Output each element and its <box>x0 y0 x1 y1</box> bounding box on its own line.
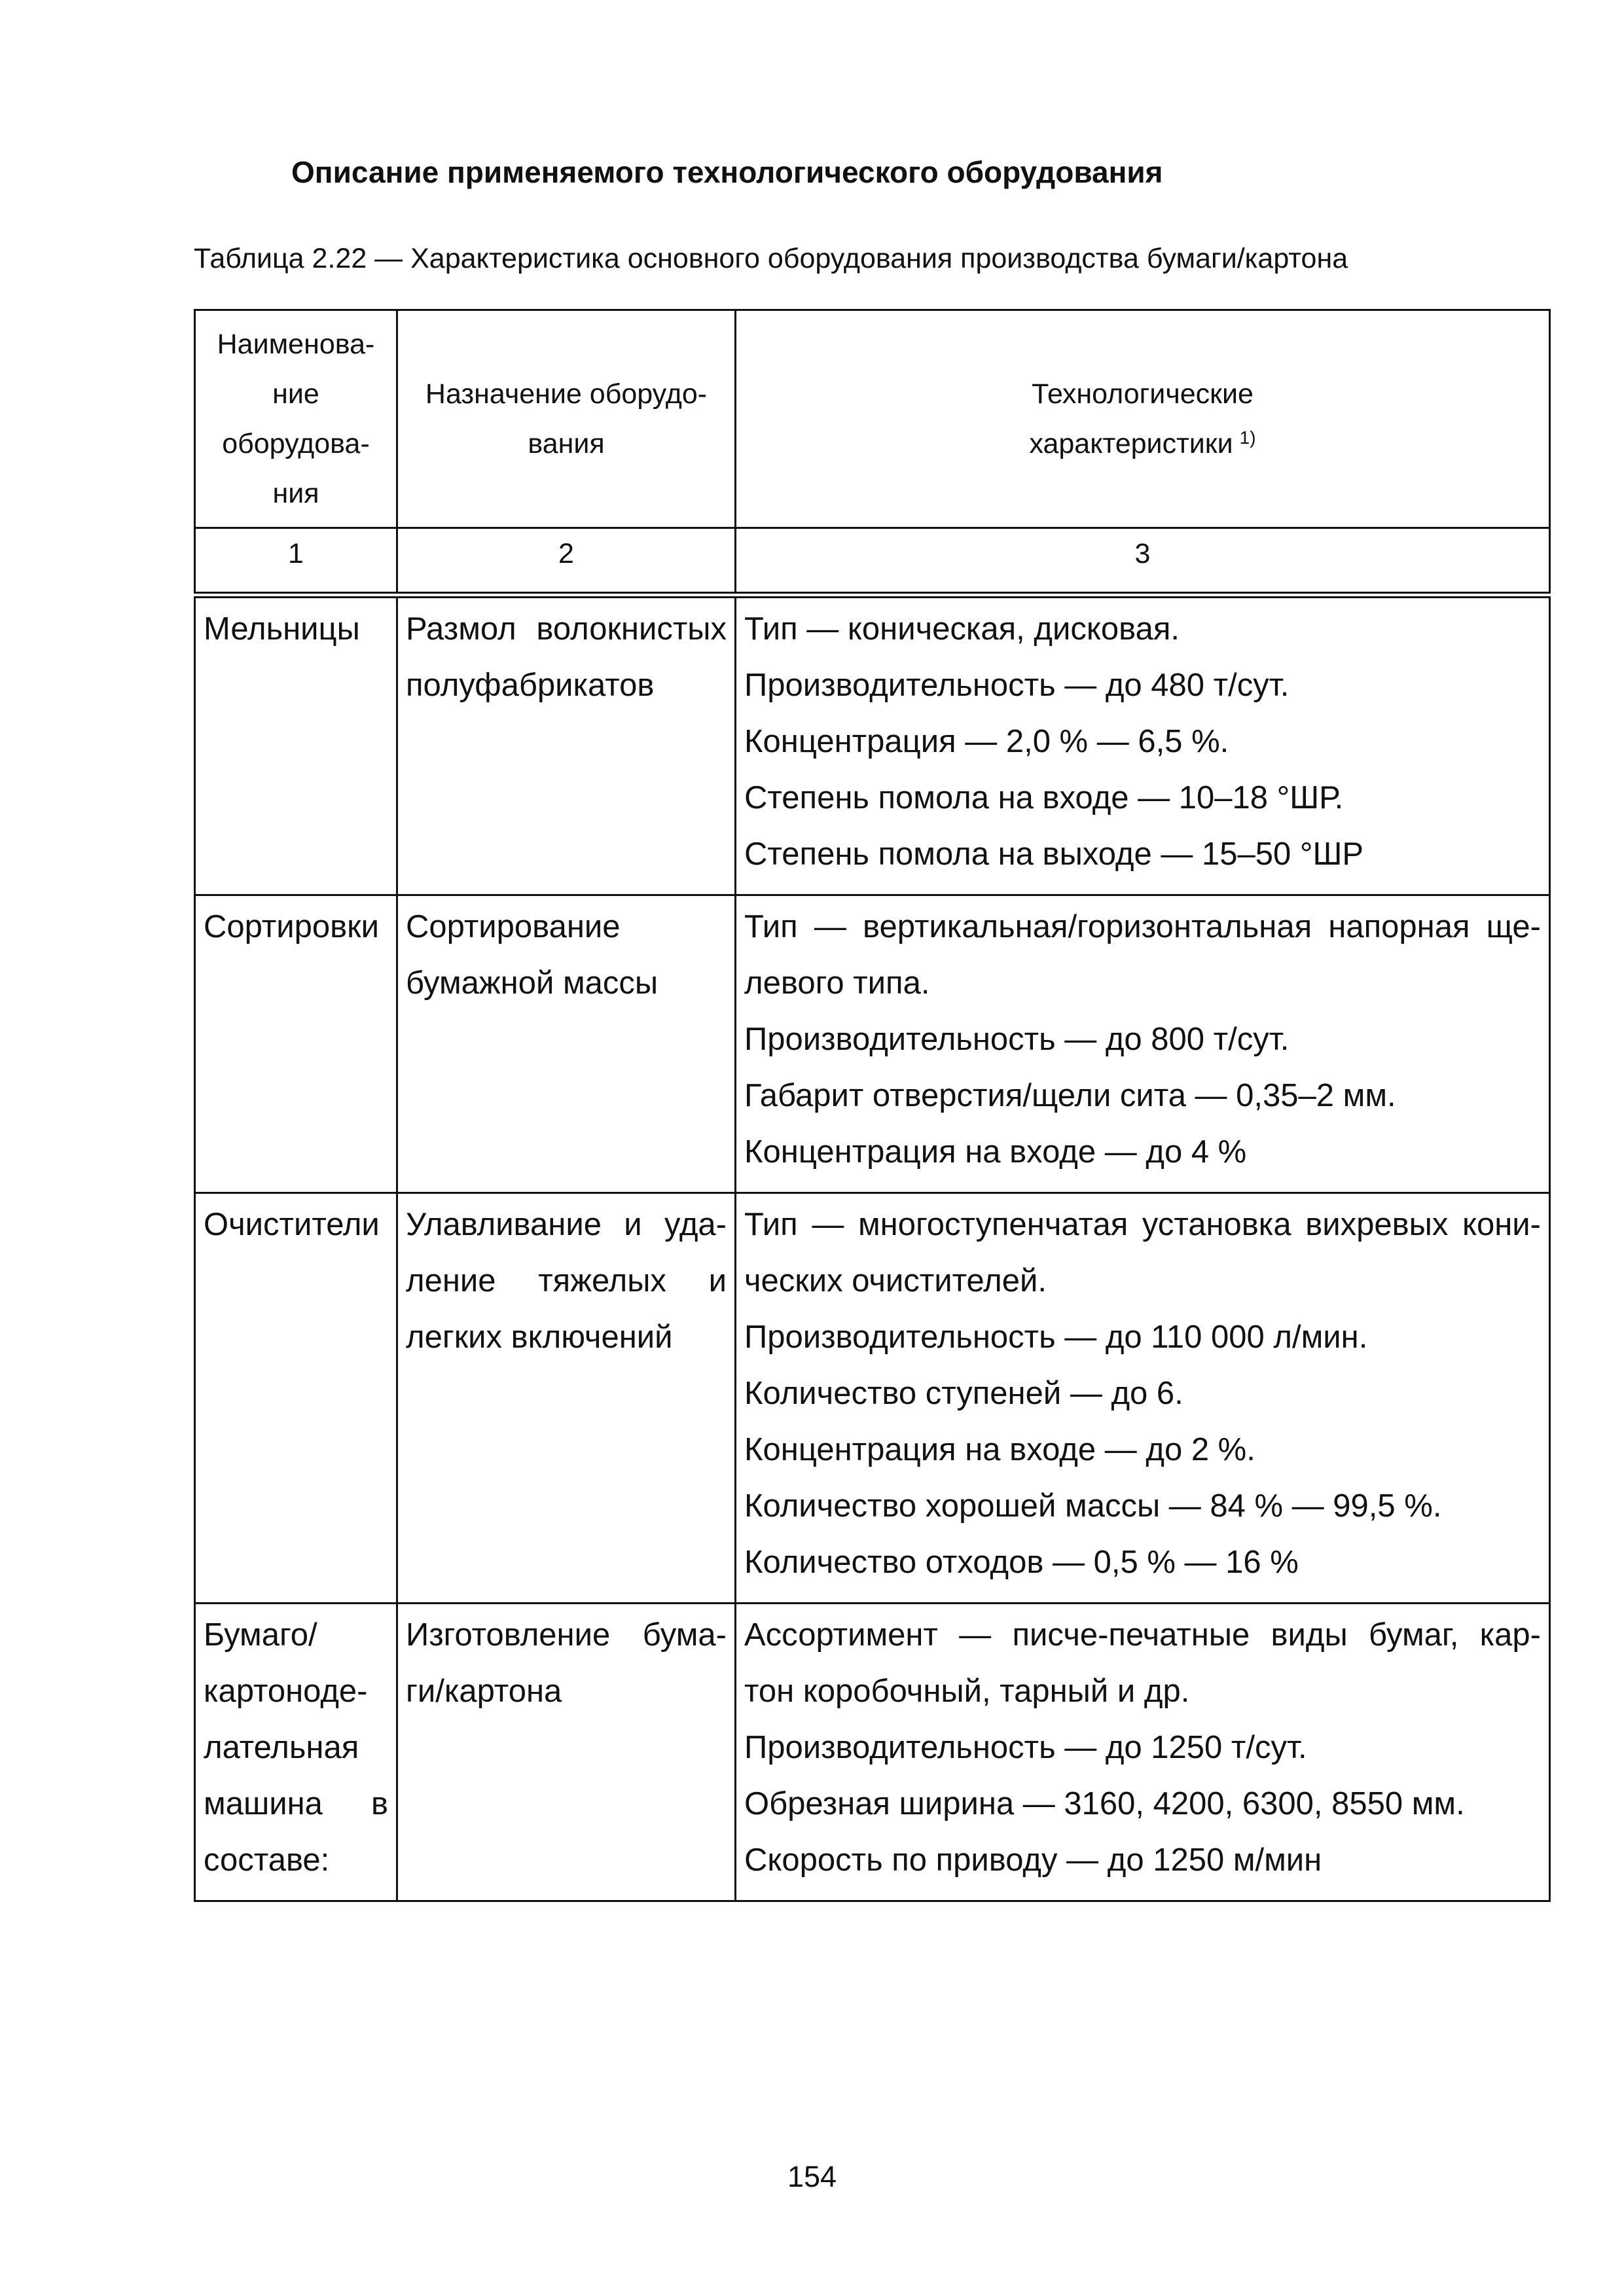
equipment-purpose-cell <box>397 1193 736 1604</box>
cell-line: Производительность — до 800 т/сут. <box>744 1022 1290 1057</box>
cell-line: Тип — вертикальная/горизонтальная напорная ще- <box>744 909 1541 944</box>
cell-line: Производительность — до 1250 т/сут. <box>744 1730 1307 1765</box>
cell-line: лательная <box>204 1730 359 1765</box>
header-line: Наименова- <box>217 329 375 360</box>
header-line: оборудова- <box>222 428 370 459</box>
cell-line: составе: <box>204 1842 330 1878</box>
cell-line: Тип — коническая, дисковая. <box>744 611 1180 647</box>
header-equipment-name <box>195 310 397 528</box>
equipment-purpose-cell <box>397 1604 736 1901</box>
cell-line: Размол волокнистых <box>406 611 727 647</box>
header-line: Назначение оборудо- <box>425 378 708 410</box>
characteristics-cell <box>736 1193 1550 1604</box>
section-title: Описание применяемого технологического оборудования <box>291 155 1163 189</box>
cell-line: Тип — многоступенчатая установка вихревых кони- <box>744 1207 1541 1242</box>
table-row <box>195 895 1550 1193</box>
cell-line: ление тяжелых и <box>406 1263 727 1299</box>
cell-line: левого типа. <box>744 965 930 1001</box>
table-row <box>195 1193 1550 1604</box>
cell-line: Обрезная ширина — 3160, 4200, 6300, 8550 мм. <box>744 1786 1465 1821</box>
cell-line: Количество хорошей массы — 84 % — 99,5 %. <box>744 1488 1442 1524</box>
equipment-name-cell <box>195 895 397 1193</box>
cell-line: Концентрация на входе — до 2 %. <box>744 1432 1255 1467</box>
characteristics-cell <box>736 895 1550 1193</box>
header-line-text: характеристики <box>1029 428 1233 459</box>
header-equipment-purpose <box>397 310 736 528</box>
cell-line: Мельницы <box>204 611 360 647</box>
column-number-row <box>195 528 1550 596</box>
column-number: 2 <box>397 528 736 596</box>
header-line: ние <box>272 378 319 410</box>
cell-line: картоноде- <box>204 1674 368 1709</box>
equipment-purpose-cell <box>397 895 736 1193</box>
cell-line: тон коробочный, тарный и др. <box>744 1674 1190 1709</box>
cell-line: Степень помола на входе — 10–18 °ШР. <box>744 780 1344 816</box>
header-line: Технологические <box>1032 378 1254 410</box>
cell-line: Бумаго/ <box>204 1617 317 1653</box>
table-caption: Таблица 2.22 — Характеристика основного оборудования производства бумаги/картона <box>194 243 1348 274</box>
page-number: 154 <box>787 2160 837 2193</box>
cell-line: легких включений <box>406 1319 673 1355</box>
cell-line: Сортировки <box>204 909 379 944</box>
cell-line: Сортирование <box>406 909 621 944</box>
cell-line: Степень помола на выходе — 15–50 °ШР <box>744 836 1364 872</box>
cell-line: машина в <box>204 1786 388 1821</box>
header-line <box>736 419 1549 469</box>
table-row <box>195 1604 1550 1901</box>
cell-line: Габарит отверстия/щели сита — 0,35–2 мм. <box>744 1078 1396 1113</box>
header-line: вания <box>528 428 605 459</box>
footnote-marker: 1) <box>1239 427 1256 448</box>
cell-line: Количество ступеней — до 6. <box>744 1376 1183 1411</box>
cell-line: ги/картона <box>406 1674 562 1709</box>
cell-line: Скорость по приводу — до 1250 м/мин <box>744 1842 1322 1878</box>
characteristics-cell <box>736 595 1550 895</box>
cell-line: Изготовление бума- <box>406 1617 727 1653</box>
cell-line: Улавливание и уда- <box>406 1207 727 1242</box>
equipment-name-cell <box>195 1193 397 1604</box>
equipment-purpose-cell <box>397 595 736 895</box>
cell-line: ческих очистителей. <box>744 1263 1047 1299</box>
cell-line: Очистители <box>204 1207 380 1242</box>
cell-line: Производительность — до 480 т/сут. <box>744 668 1290 703</box>
column-number: 1 <box>195 528 397 596</box>
header-tech-characteristics <box>736 310 1550 528</box>
equipment-name-cell <box>195 595 397 895</box>
table-row <box>195 595 1550 895</box>
column-number: 3 <box>736 528 1550 596</box>
cell-line: Количество отходов — 0,5 % — 16 % <box>744 1545 1299 1580</box>
equipment-name-cell <box>195 1604 397 1901</box>
cell-line: Концентрация — 2,0 % — 6,5 %. <box>744 724 1229 759</box>
cell-line: Концентрация на входе — до 4 % <box>744 1134 1247 1170</box>
characteristics-cell <box>736 1604 1550 1901</box>
equipment-table <box>194 309 1551 1902</box>
header-line: ния <box>272 478 319 509</box>
table-header-row <box>195 310 1550 528</box>
cell-line: Производительность — до 110 000 л/мин. <box>744 1319 1368 1355</box>
cell-line: полуфабрикатов <box>406 668 655 703</box>
cell-line: Ассортимент — писче-печатные виды бумаг, кар- <box>744 1617 1541 1653</box>
cell-line: бумажной массы <box>406 965 659 1001</box>
